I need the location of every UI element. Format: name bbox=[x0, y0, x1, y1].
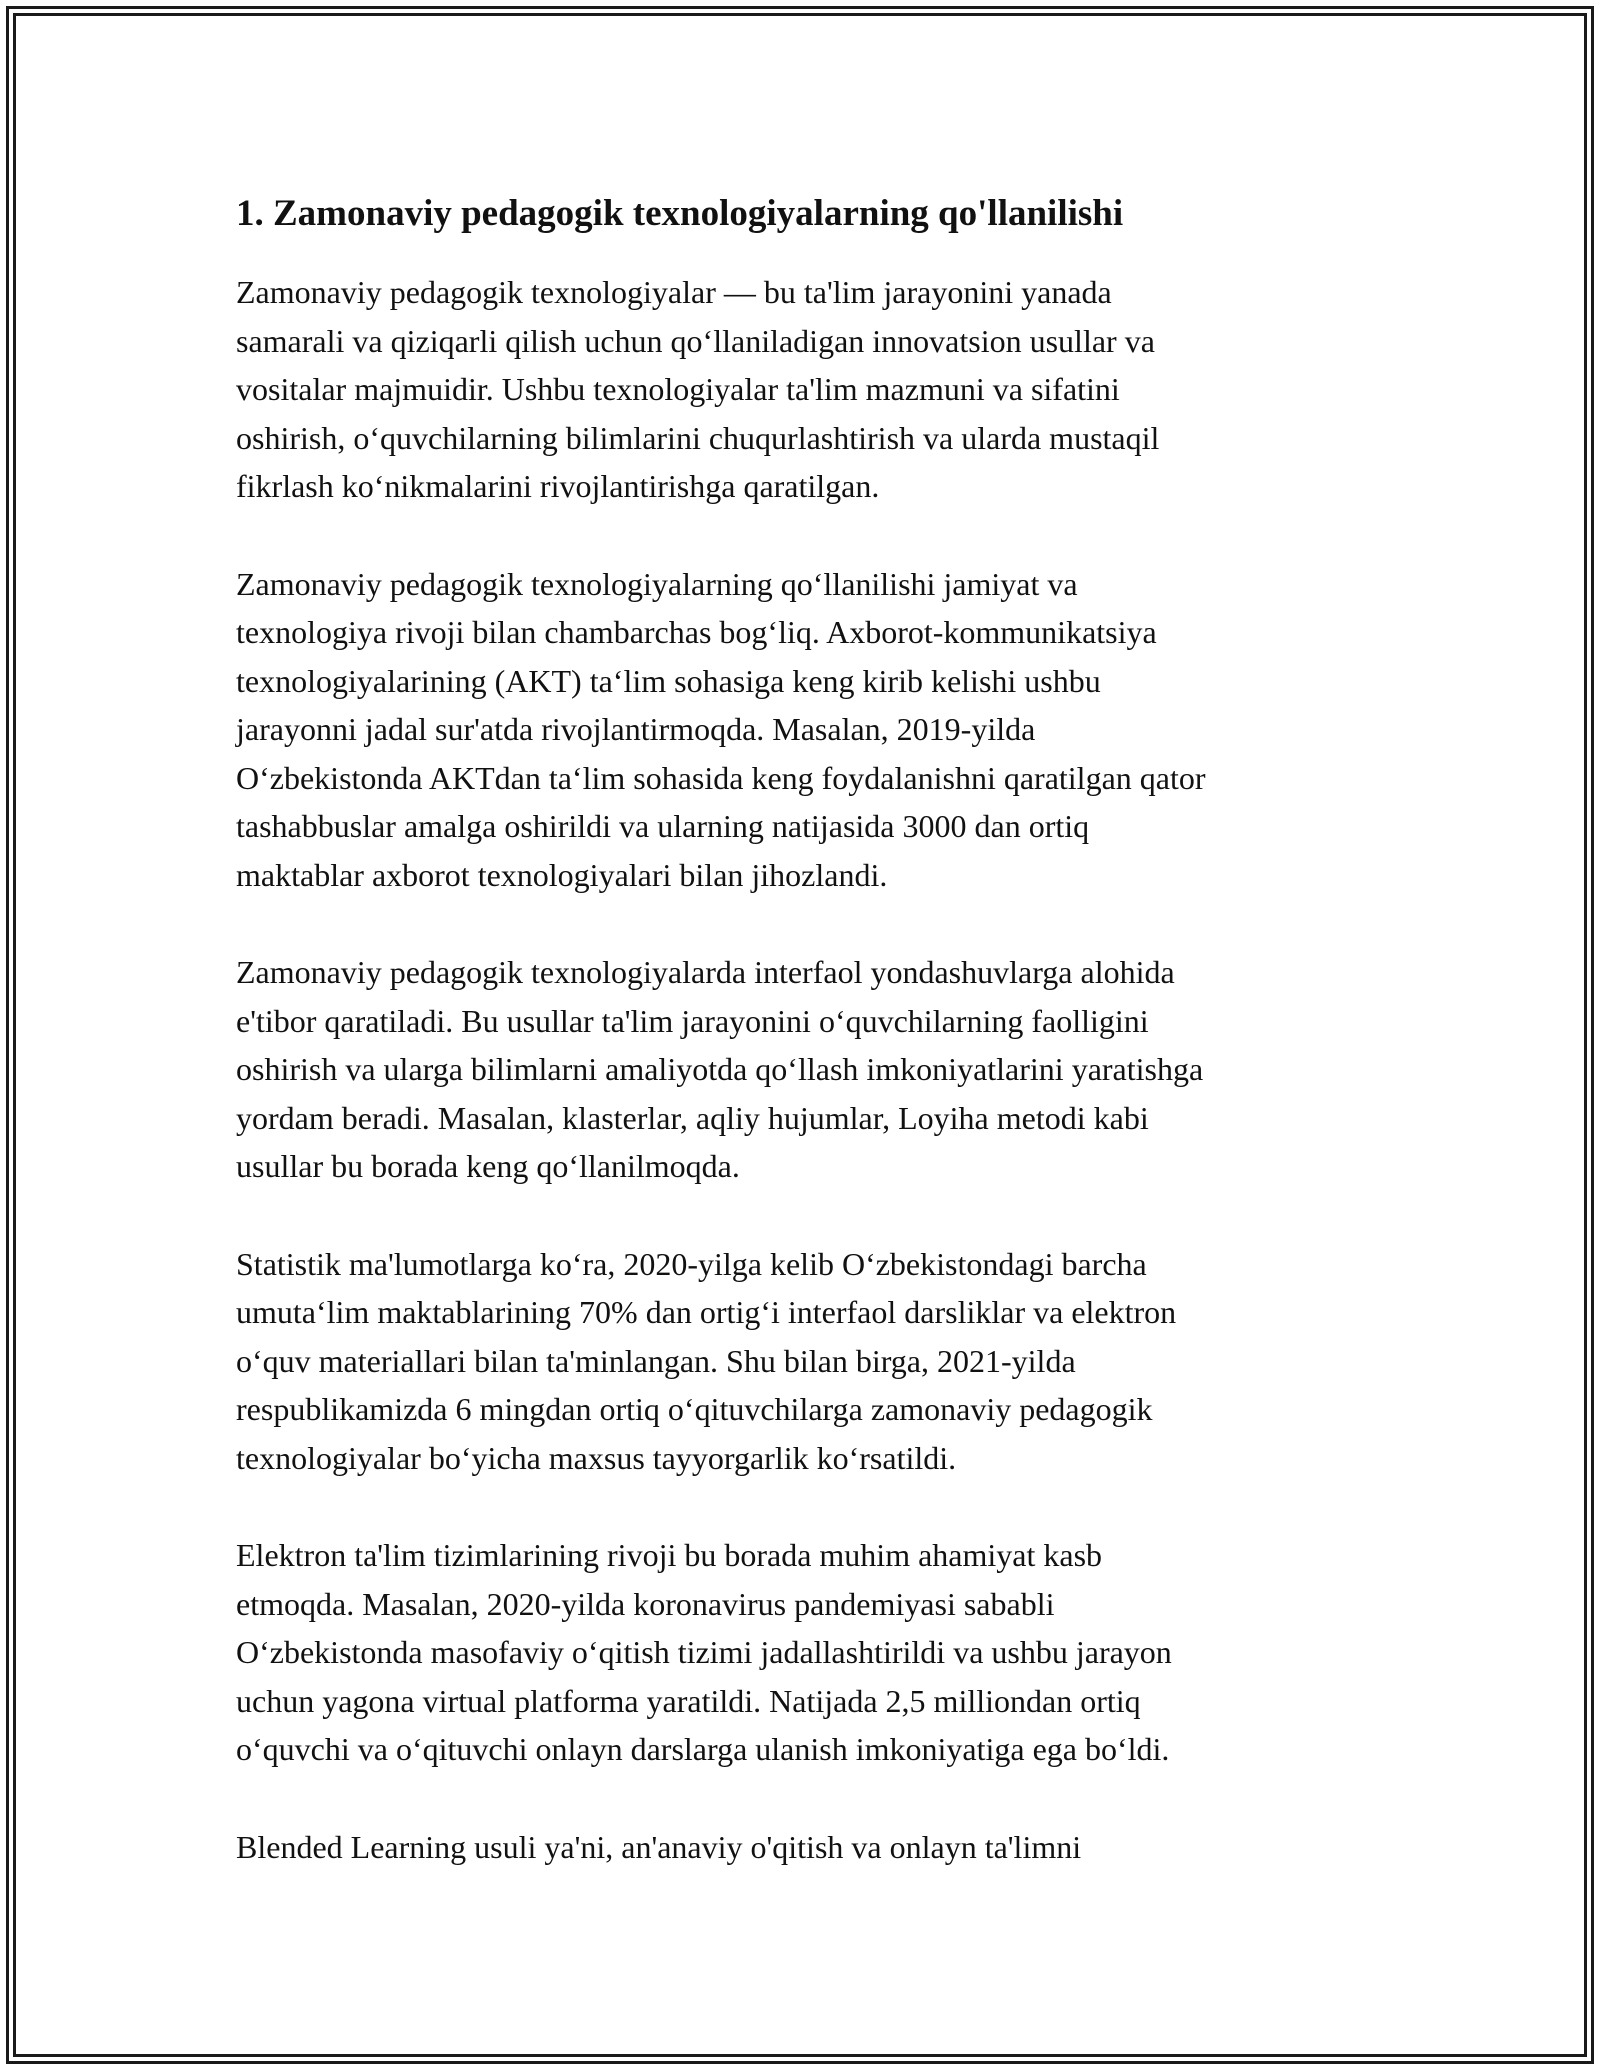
text-line: o‘quv materiallari bilan ta'minlangan. Shu bilan birga, 2021-yilda bbox=[236, 1342, 1076, 1379]
paragraph bbox=[236, 948, 1366, 1191]
text-line: Statistik ma'lumotlarga ko‘ra, 2020-yilga kelib O‘zbekistondagi barcha bbox=[236, 1245, 1147, 1282]
paragraph bbox=[236, 1240, 1366, 1483]
text-line: o‘quvchi va o‘qituvchi onlayn darslarga ulanish imkoniyatiga ega bo‘ldi. bbox=[236, 1731, 1170, 1767]
text-line: yordam beradi. Masalan, klasterlar, aqliy hujumlar, Loyiha metodi kabi bbox=[236, 1099, 1149, 1136]
text-line: Blended Learning usuli ya'ni, an'anaviy o'qitish va onlayn ta'limni bbox=[236, 1828, 1082, 1865]
text-line: fikrlash ko‘nikmalarini rivojlantirishga qaratilgan. bbox=[236, 468, 880, 504]
text-line: maktablar axborot texnologiyalari bilan jihozlandi. bbox=[236, 856, 888, 893]
text-line: texnologiyalar bo‘yicha maxsus tayyorgarlik ko‘rsatildi. bbox=[236, 1439, 957, 1476]
text-line: respublikamizda 6 mingdan ortiq o‘qituvchilarga zamonaviy pedagogik bbox=[236, 1391, 1153, 1427]
text-line: uchun yagona virtual platforma yaratildi. Natijada 2,5 milliondan ortiq bbox=[236, 1682, 1141, 1719]
text-line: Zamonaviy pedagogik texnologiyalarda interfaol yondashuvlarga alohida bbox=[236, 954, 1175, 990]
text-line: oshirish va ularga bilimlarni amaliyotda qo‘llash imkoniyatlarini yaratishga bbox=[236, 1051, 1204, 1087]
paragraph bbox=[236, 268, 1366, 511]
text-line: Zamonaviy pedagogik texnologiyalar — bu ta'lim jarayonini yanada bbox=[236, 274, 1112, 310]
text-line: Elektron ta'lim tizimlarining rivoji bu borada muhim ahamiyat kasb bbox=[236, 1537, 1103, 1573]
text-line: oshirish, o‘quvchilarning bilimlarini chuqurlashtirish va ularda mustaqil bbox=[236, 419, 1160, 456]
text-line: texnologiya rivoji bilan chambarchas bog‘liq. Axborot-kommunikatsiya bbox=[236, 614, 1157, 650]
paragraphs-container bbox=[236, 268, 1366, 1871]
paragraph bbox=[236, 1531, 1366, 1774]
text-line: O‘zbekistonda AKTdan ta‘lim sohasida keng foydalanishni qaratilgan qator bbox=[236, 759, 1206, 796]
text-line: Zamonaviy pedagogik texnologiyalarning qo‘llanilishi jamiyat va bbox=[236, 565, 1078, 602]
text-line: e'tibor qaratiladi. Bu usullar ta'lim jarayonini o‘quvchilarning faolligini bbox=[236, 1002, 1149, 1039]
paragraph bbox=[236, 1823, 1366, 1872]
text-line: etmoqda. Masalan, 2020-yilda koronavirus pandemiyasi sababli bbox=[236, 1585, 1055, 1622]
text-line: vositalar majmuidir. Ushbu texnologiyalar ta'lim mazmuni va sifatini bbox=[236, 371, 1120, 407]
text-line: umuta‘lim maktablarining 70% dan ortig‘i interfaol darsliklar va elektron bbox=[236, 1294, 1177, 1330]
text-line: usullar bu borada keng qo‘llanilmoqda. bbox=[236, 1148, 740, 1184]
text-line: O‘zbekistonda masofaviy o‘qitish tizimi jadallashtirildi va ushbu jarayon bbox=[236, 1634, 1172, 1670]
document-body bbox=[236, 186, 1366, 1920]
text-line: samarali va qiziqarli qilish uchun qo‘llaniladigan innovatsion usullar va bbox=[236, 322, 1155, 359]
text-line: tashabbuslar amalga oshirildi va ularning natijasida 3000 dan ortiq bbox=[236, 808, 1090, 844]
text-line: texnologiyalarining (AKT) ta‘lim sohasiga keng kirib kelishi ushbu bbox=[236, 662, 1101, 699]
paragraph bbox=[236, 560, 1366, 900]
section-heading: 1. Zamonaviy pedagogik texnologiyalarning qo'llanilishi bbox=[236, 193, 1124, 234]
text-line: jarayonni jadal sur'atda rivojlantirmoqda. Masalan, 2019-yilda bbox=[236, 711, 1036, 747]
